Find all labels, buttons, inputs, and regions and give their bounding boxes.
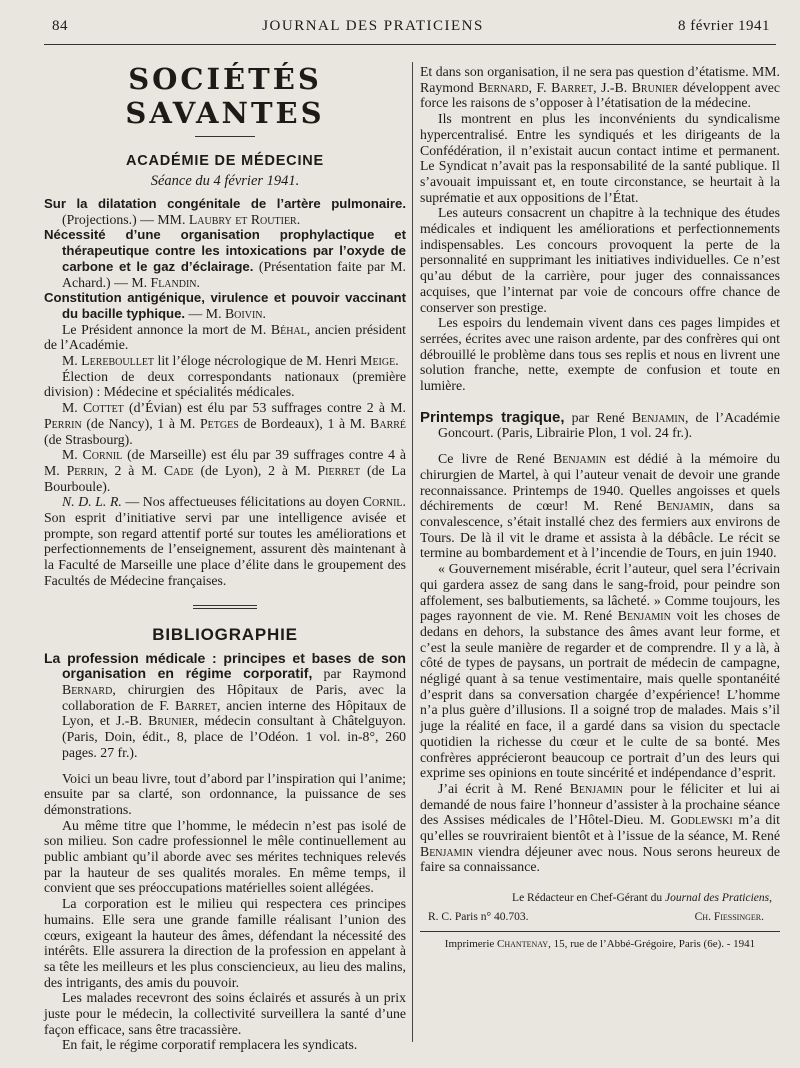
academie-heading: ACADÉMIE DE MÉDECINE (125, 153, 325, 169)
footer-rule (420, 931, 780, 932)
issue-date: 8 février 1941 (678, 18, 770, 34)
review-1-paragraph-1: Voici un beau livre, tout d’abord par l’inspiration qui l’anime; ensuite par sa clarté, son ordonnance, la puissance de ses démonstrations. (44, 770, 406, 817)
review-1-paragraph-2: Au même titre que l’homme, le médecin n’est pas isolé de son milieu. Son cadre professionnel le mêle continuellement au public ambiant qu’il aborde avec ses mérites techniques relevés par la hauteur de ses qualités morales. En même temps, il convient que ses préoccupations matérielles soient allégées. (44, 817, 406, 896)
editor-signature (420, 889, 780, 927)
header-rule (44, 44, 776, 45)
review-1-paragraph-3: La corporation est le milieu qui respectera ces principes humains. Elle sera une grande famille réalisant l’union des cœurs, exigeant la hauteur des âmes, défendant la nécessité des intérêts. Elle assurera la direction de la profession en appelant à sa tête les meilleurs et les plus consciencieux, au lieu des malins, des intrigants, des amis du pouvoir. (44, 896, 406, 990)
page-number: 84 (52, 18, 68, 34)
ndlr-paragraph: N. D. L. R. — Nos affectueuses félicitations au doyen Cornil. Son esprit d’initiative servi par une intelligence avisée et prompte, son regard attentif porté sur toutes les améliorations et perfectionnements de l’enseignement, assurent dès maintenant à la Faculté de Marseille une place d’élite dans le groupement des Facultés de Médecine françaises. (44, 494, 406, 588)
title-rule (195, 136, 255, 137)
review-1-paragraph-9: Les espoirs du lendemain vivent dans ces pages limpides et serrées, écrites avec une raison ardente, par des confrères qui ont débrouillé le problème dans tous ses replis et nous en livrent une solution franche, nette, exempte de confusion et toute en lumière. (420, 315, 780, 394)
journal-title: JOURNAL DES PRATICIENS (262, 18, 484, 34)
communication-1: Sur la dilatation congénitale de l’artère pulmonaire. (Projections.) — MM. Laubry et Routier. (44, 196, 406, 227)
bibliographie-heading: BIBLIOGRAPHIE (152, 624, 298, 644)
column-divider (412, 62, 413, 1042)
printer-imprint: Imprimerie Chantenay, 15, rue de l’Abbé-Grégoire, Paris (6e). - 1941 (444, 938, 756, 951)
redacteur-line: Le Rédacteur en Chef-Gérant du Journal des Praticiens, (512, 892, 772, 905)
review-1-paragraph-7: Ils montrent en plus les inconvénients du syndicalisme hypercentralisé. Entre les syndiqués et les dirigeants de la Confédération, il n’existait aucun contact intime et permanent. Le Syndicat n’avait pas la responsabilité de la santé publique. Il s’avouait impuissant et, en toute circonstance, se heurtait à la suprématie et aux oppositions de l’État. (420, 111, 780, 205)
review-1-paragraph-8: Les auteurs consacrent un chapitre à la technique des études médicales et indiquent les améliorations et perfectionnements indispensables. Les concours provoquent la perte de la personnalité en supprimant les initiatives individuelles. Ce n’est qu’au début de la carrière, pour juger des connaissances acquises, que l’internat par voie de concours offre chance de conserver son prestige. (420, 205, 780, 315)
cottet-paragraph: M. Cottet (d’Évian) est élu par 53 suffrages contre 2 à M. Perrin (de Nancy), 1 à M. Petges de Bordeaux), 1 à M. Barré (de Strasbourg). (44, 400, 407, 447)
page-header (52, 18, 770, 40)
communication-2: Nécessité d’une organisation prophylactique et thérapeutique contre les intoxications par l’oxyde de carbone et le gaz d’éclairage. (Présentation faite par M. Achard.) — M. Flandin. (44, 227, 407, 290)
registration-line: R. C. Paris n° 40.703. Ch. Fiessinger. (428, 911, 764, 924)
book-1-reference: La profession médicale : principes et bases de son organisation en régime corporatif, par Raymond Bernard, chirurgien des Hôpitaux de Paris, avec la collaboration de F. Barret, ancien interne des Hôpitaux de Lyon, et J.-B. Brunier, médecin consultant à Châtelguyon. (Paris, Doin, édit., 8, place de l’Odéon. 1 vol. in-8°, 260 pages. 27 fr.). (44, 649, 406, 760)
review-2-paragraph-3: J’ai écrit à M. René Benjamin pour le féliciter et lui ai demandé de nous faire l’honneur d’assister à la prochaine séance des Assises médicales de l’Hôtel-Dieu. M. Godlewski m’a dit qu’elles se rouvriraient bientôt et à l’issue de la séance, M. René Benjamin viendra déjeuner avec nous. Nous serons heureux de faire sa connaissance. (420, 780, 780, 875)
book-2-reference: Printemps tragique, par René Benjamin, de l’Académie Goncourt. (Paris, Librairie Plon, 1 vol. 24 fr.). (420, 408, 780, 441)
left-column (44, 60, 406, 1053)
seance-date: Séance du 4 février 1941. (150, 173, 300, 189)
section-title-societes: SOCIÉTÉS SAVANTES (125, 62, 325, 130)
cornil-paragraph: M. Cornil (de Marseille) est élu par 39 suffrages contre 4 à M. Perrin, 2 à M. Cade (de Lyon), 2 à M. Pierret (de La Bourboule). (44, 447, 406, 494)
president-paragraph: Le Président annonce la mort de M. Béhal, ancien président de l’Académie. (44, 321, 407, 353)
right-column (420, 64, 780, 950)
election-paragraph: Élection de deux correspondants nationaux (première division) : Médecine et spécialités médicales. (44, 368, 406, 400)
review-2-paragraph-2: « Gouvernement misérable, écrit l’auteur, quel sera l’écrivain qui gardera assez de sang dans le sang-froid, pour peindre son affolement, ses balbutiements, sa lâcheté. » Comme toujours, les pages rayonnent de vie. M. René Benjamin voit les choses de dedans en dehors, la substance des âmes avant leur forme, et c’est la seule manière de regarder et de comprendre. Il y a là, à côté de types de paysans, un portrait de médecin de campagne, négligé quant à sa tenue vestimentaire, mais quelle spontanéité d’esprit dans sa conversation chargée d’expérience! L’homme n’a plus guère d’illusions. Il a soigné trop de malades. Mais s’il juge la réalité en face, il a gardé dans sa vision du spectacle quotidien la richesse du cœur et le culte de sa bonté. Mes confrères apprécieront beaucoup ce portrait d’un des leurs qui exprime ses opinions en toute sincérité et indépendance d’esprit. (420, 561, 780, 781)
review-2-paragraph-1: Ce livre de René Benjamin est dédié à la mémoire du chirurgien de Martel, à qui l’auteur venait de devoir une grande reconnaissance. Printemps de 1940. Quelles angoisses et quels déchirements de cœur! M. René Benjamin, dans sa convalescence, s’était installé chez des fermiers aux environs de Tours. De là il vit le drame et assista à la débâcle. Le récit se termine au bombardement et à l’incendie de Tours, en juin 1940. (420, 451, 780, 561)
communication-3: Constitution antigénique, virulence et pouvoir vaccinant du bacille typhique. — M. Boivin. (44, 290, 406, 321)
review-1-paragraph-6: Et dans son organisation, il ne sera pas question d’étatisme. MM. Raymond Bernard, F. Barret, J.-B. Brunier développent avec force les raisons de s’opposer à l’étatisation de la médecine. (420, 64, 780, 111)
review-1-paragraph-5: En fait, le régime corporatif remplacera les syndicats. (62, 1037, 358, 1053)
review-1-paragraph-4: Les malades recevront des soins éclairés et assurés à un prix juste pour le médecin, la collectivité surveillera la santé d’une façon efficace, sans être tracassière. (44, 990, 406, 1037)
eloge-paragraph: M. Lereboullet lit l’éloge nécrologique de M. Henri Meige. (62, 353, 399, 369)
section-separator (193, 605, 257, 609)
